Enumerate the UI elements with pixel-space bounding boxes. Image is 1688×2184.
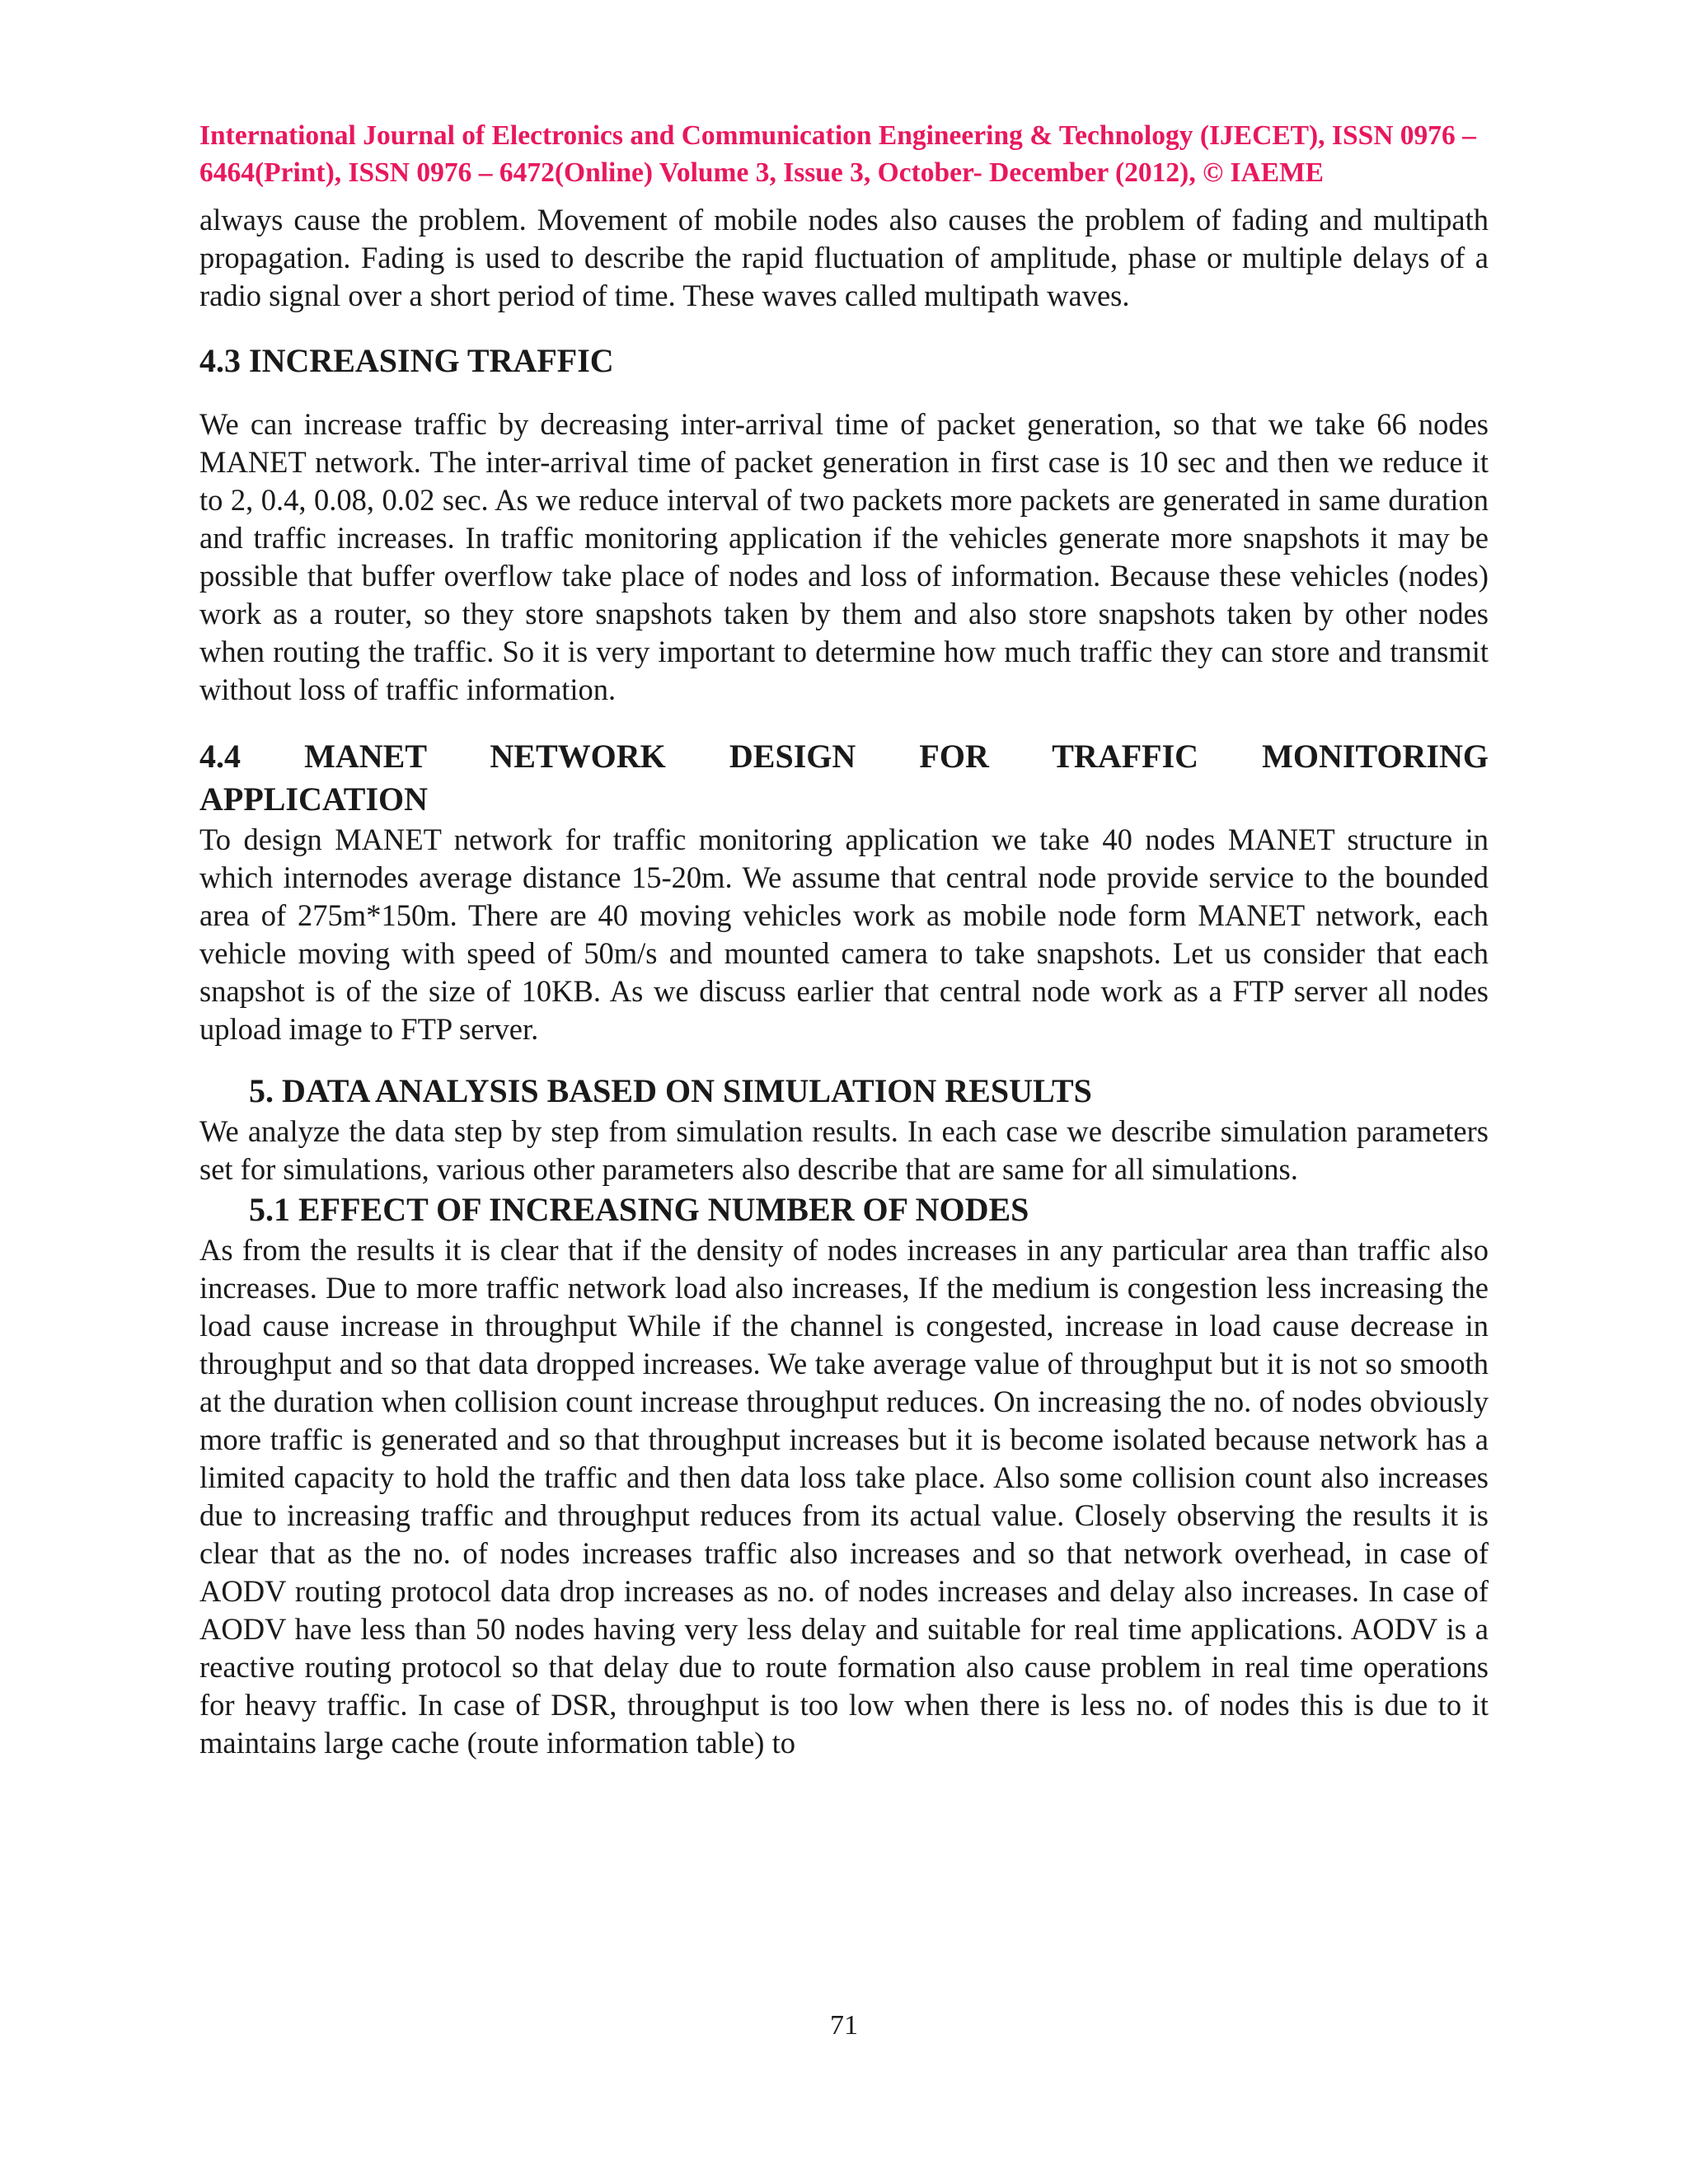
section-4-3-heading: 4.3 INCREASING TRAFFIC	[199, 342, 614, 379]
journal-header	[199, 117, 1489, 191]
section-5-1-heading: 5.1 EFFECT OF INCREASING NUMBER OF NODES	[249, 1191, 1029, 1228]
intro-paragraph: always cause the problem. Movement of mobile nodes also causes the problem of fading and multipath propagation. Fading is used to describe the rapid fluctuation of amplitude, phase or multiple delays of a radio signal over a short period of time. These waves called multipath waves.	[199, 203, 1489, 312]
section-5-1-body: As from the results it is clear that if the density of nodes increases in any particular area than traffic also increases. Due to more traffic network load also increases, If the medium is congestion less increasing the load cause increase in throughput While if the channel is congested, increase in load cause decrease in throughput and so that data dropped increases. We take average value of throughput but it is not so smooth at the duration when collision count increase throughput reduces. On increasing the no. of nodes obviously more traffic is generated and so that throughput increases but it is become isolated because network has a limited capacity to hold the traffic and then data loss take place. Also some collision count also increases due to increasing traffic and throughput reduces from its actual value. Closely observing the results it is clear that as the no. of nodes increases traffic also increases and so that network overhead, in case of AODV routing protocol data drop increases as no. of nodes increases and delay also increases. In case of AODV have less than 50 nodes having very less delay and suitable for real time applications. AODV is a reactive routing protocol so that delay due to route formation also cause problem in real time operations for heavy traffic. In case of DSR, throughput is too low when there is less no. of nodes this is due to it maintains large cache (route information table) to	[199, 1233, 1489, 1760]
journal-header-line-2: 6464(Print), ISSN 0976 – 6472(Online) Volume 3, Issue 3, October- December (2012), © IAEME	[199, 157, 1325, 188]
section-4-4-heading	[199, 735, 1489, 821]
journal-header-line-1: International Journal of Electronics and Communication Engineering & Technology (IJECET), ISSN 0976 –	[199, 120, 1476, 151]
page-content	[199, 117, 1489, 1762]
section-4-4-body: To design MANET network for traffic monitoring application we take 40 nodes MANET structure in which internodes average distance 15-20m. We assume that central node provide service to the bounded area of 275m*150m. There are 40 moving vehicles work as mobile node form MANET network, each vehicle moving with speed of 50m/s and mounted camera to take snapshots. Let us consider that each snapshot is of the size of 10KB. As we discuss earlier that central node work as a FTP server all nodes upload image to FTP server.	[199, 823, 1489, 1046]
page-number: 71	[830, 2010, 858, 2041]
section-5-body: We analyze the data step by step from simulation results. In each case we describe simulation parameters set for simulations, various other parameters also describe that are same for all simulations.	[199, 1114, 1489, 1186]
section-4-3-body: We can increase traffic by decreasing inter-arrival time of packet generation, so that we take 66 nodes MANET network. The inter-arrival time of packet generation in first case is 10 sec and then we reduce it to 2, 0.4, 0.08, 0.02 sec. As we reduce interval of two packets more packets are generated in same duration and traffic increases. In traffic monitoring application if the vehicles generate more snapshots it may be possible that buffer overflow take place of nodes and loss of information. Because these vehicles (nodes) work as a router, so they store snapshots taken by them and also store snapshots taken by other nodes when routing the traffic. So it is very important to determine how much traffic they can store and transmit without loss of traffic information.	[199, 407, 1489, 706]
section-4-4-heading-line-1: 4.4 MANET NETWORK DESIGN FOR TRAFFIC MONITORING	[199, 738, 1489, 775]
section-5-heading: 5. DATA ANALYSIS BASED ON SIMULATION RESULTS	[249, 1072, 1092, 1109]
section-4-4-heading-line-2: APPLICATION	[199, 780, 429, 818]
